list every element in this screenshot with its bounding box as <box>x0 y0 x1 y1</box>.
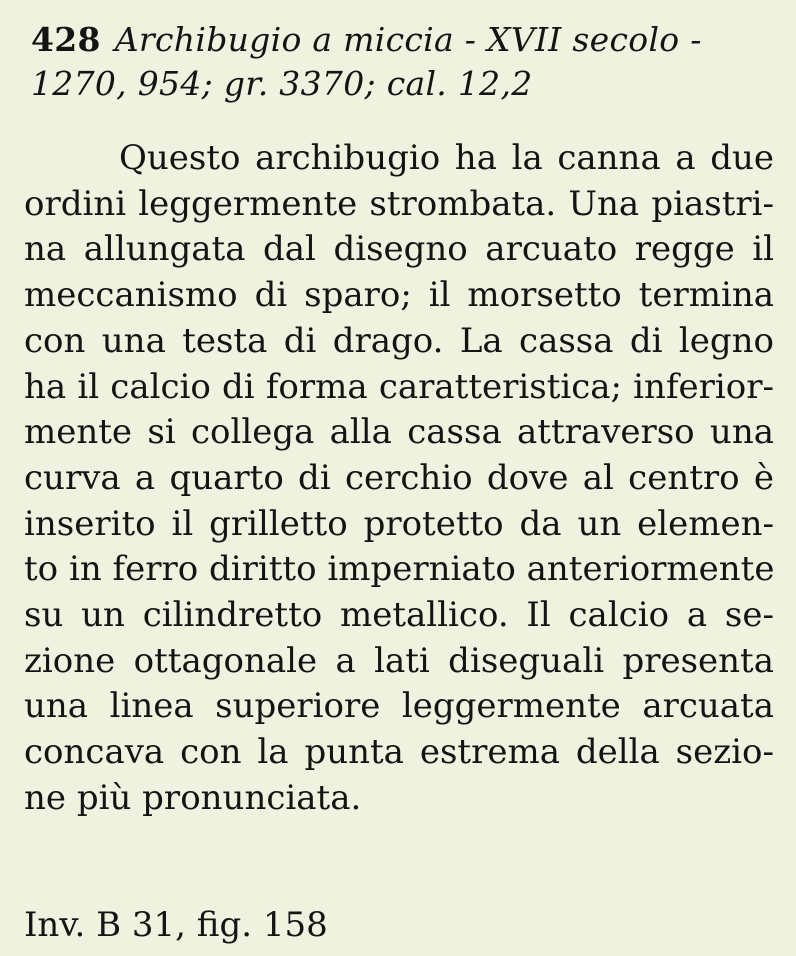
entry-specs: 1270, 954; gr. 3370; cal. 12,2 <box>31 64 533 103</box>
description-line: concava con la punta estrema della sezio- <box>24 732 774 773</box>
description-line: ha il calcio di forma caratteristica; inferior- <box>24 366 774 407</box>
entry-title: Archibugio a miccia - XVII secolo - <box>114 20 702 59</box>
description-line: na allungata dal disegno arcuato regge il <box>24 229 774 270</box>
description-line: to in ferro diritto imperniato anteriormente <box>24 549 775 590</box>
entry-heading <box>31 18 791 106</box>
description-line: ne più pronunciata. <box>24 777 362 818</box>
description-line: meccanismo di sparo; il morsetto termina <box>24 275 774 316</box>
description-line: inserito il grilletto protetto da un elemen- <box>24 503 774 544</box>
description-line: su un cilindretto metallico. Il calcio a se- <box>24 595 774 636</box>
entry-number: 428 <box>31 20 101 59</box>
description-line: ordini leggermente strombata. Una piastri- <box>24 183 774 224</box>
description-line: zione ottagonale a lati diseguali presenta <box>24 640 774 681</box>
description-line: Questo archibugio ha la canna a due <box>119 138 774 178</box>
entry-description <box>24 136 774 822</box>
description-line: mente si collega alla cassa attraverso una <box>24 412 774 453</box>
description-line: una linea superiore leggermente arcuata <box>24 686 774 727</box>
description-line: curva a quarto di cerchio dove al centro è <box>24 457 774 498</box>
inventory-reference: Inv. B 31, fig. 158 <box>24 905 328 945</box>
heading-line-1 <box>31 18 791 62</box>
description-line: con una testa di drago. La cassa di legno <box>24 320 774 361</box>
